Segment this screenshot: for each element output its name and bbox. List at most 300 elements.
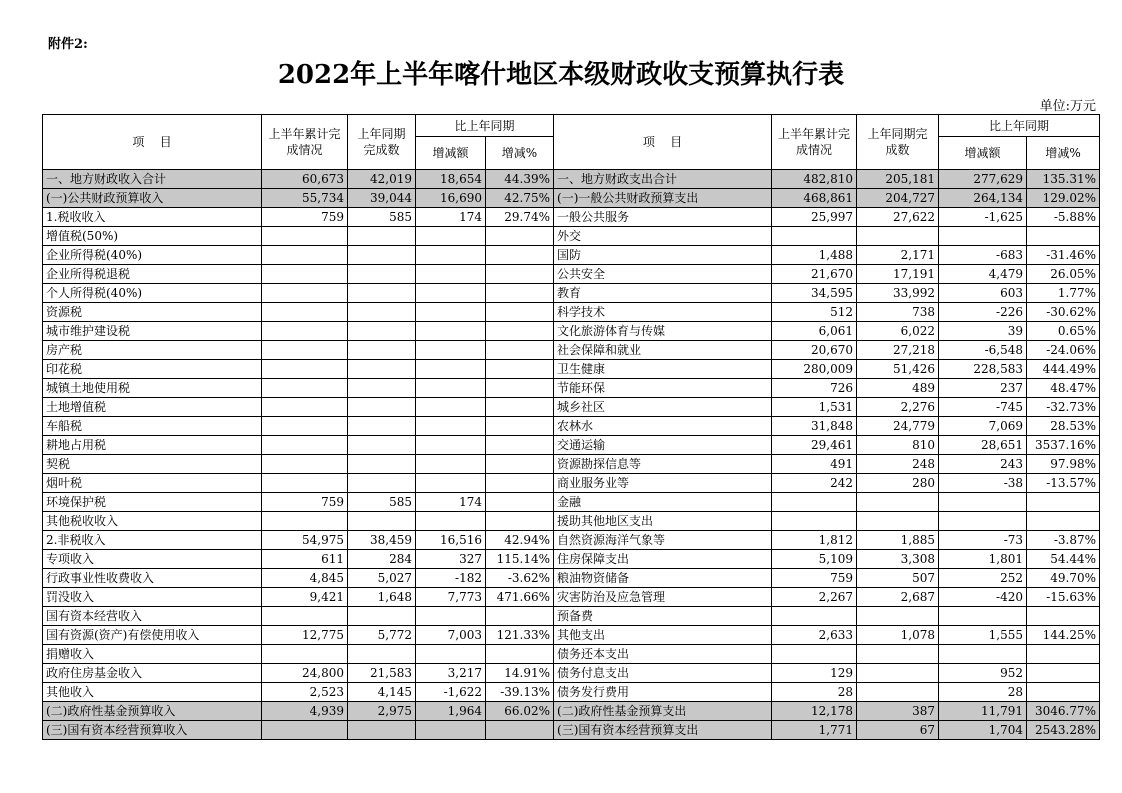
expense-item-cell: 教育 — [554, 284, 772, 303]
expense-ytd-cell: 242 — [772, 474, 857, 493]
header-inc-pct-right: 增减% — [1027, 137, 1100, 170]
header-ytd-left: 上半年累计完成情况 — [262, 115, 348, 170]
income-ytd-cell — [262, 322, 348, 341]
income-inc-amt-cell — [416, 284, 486, 303]
income-ytd-cell — [262, 721, 348, 740]
expense-inc-pct-cell — [1027, 607, 1100, 626]
expense-prior-cell: 248 — [857, 455, 939, 474]
income-inc-pct-cell — [486, 379, 554, 398]
expense-inc-pct-cell: 129.02% — [1027, 189, 1100, 208]
table-row — [43, 284, 1100, 303]
table-row — [43, 398, 1100, 417]
income-item-cell: 行政事业性收费收入 — [43, 569, 262, 588]
expense-inc-pct-cell — [1027, 512, 1100, 531]
expense-prior-cell: 489 — [857, 379, 939, 398]
income-inc-pct-cell — [486, 246, 554, 265]
expense-item-cell: 援助其他地区支出 — [554, 512, 772, 531]
income-item-cell: 烟叶税 — [43, 474, 262, 493]
income-inc-amt-cell: -1,622 — [416, 683, 486, 702]
income-prior-cell: 5,027 — [348, 569, 416, 588]
income-ytd-cell — [262, 360, 348, 379]
expense-inc-pct-cell — [1027, 227, 1100, 246]
table-row — [43, 227, 1100, 246]
income-inc-pct-cell: -39.13% — [486, 683, 554, 702]
income-inc-amt-cell — [416, 227, 486, 246]
expense-prior-cell: 27,622 — [857, 208, 939, 227]
expense-item-cell: 资源勘探信息等 — [554, 455, 772, 474]
income-item-cell: 国有资本经营收入 — [43, 607, 262, 626]
expense-item-cell: 一般公共服务 — [554, 208, 772, 227]
income-ytd-cell: 611 — [262, 550, 348, 569]
expense-inc-amt-cell: 4,479 — [939, 265, 1027, 284]
income-prior-cell — [348, 379, 416, 398]
income-ytd-cell — [262, 436, 348, 455]
income-inc-amt-cell — [416, 379, 486, 398]
income-inc-amt-cell — [416, 341, 486, 360]
income-ytd-cell — [262, 227, 348, 246]
table-row — [43, 303, 1100, 322]
table-row — [43, 626, 1100, 645]
header-item-right: 项 目 — [554, 115, 772, 170]
expense-prior-cell — [857, 645, 939, 664]
expense-inc-pct-cell: 135.31% — [1027, 170, 1100, 189]
expense-item-cell: 节能环保 — [554, 379, 772, 398]
income-inc-pct-cell — [486, 417, 554, 436]
expense-item-cell: 社会保障和就业 — [554, 341, 772, 360]
table-row — [43, 512, 1100, 531]
header-compare-left: 比上年同期 — [416, 115, 554, 137]
income-inc-amt-cell: 7,003 — [416, 626, 486, 645]
expense-prior-cell — [857, 607, 939, 626]
income-item-cell: 政府住房基金收入 — [43, 664, 262, 683]
income-inc-pct-cell: 121.33% — [486, 626, 554, 645]
expense-inc-amt-cell: 1,704 — [939, 721, 1027, 740]
expense-prior-cell: 17,191 — [857, 265, 939, 284]
income-ytd-cell: 60,673 — [262, 170, 348, 189]
expense-inc-pct-cell — [1027, 664, 1100, 683]
expense-prior-cell: 2,171 — [857, 246, 939, 265]
header-inc-amt-left: 增减额 — [416, 137, 486, 170]
table-row — [43, 702, 1100, 721]
expense-item-cell: 债务发行费用 — [554, 683, 772, 702]
expense-prior-cell — [857, 493, 939, 512]
expense-ytd-cell: 12,178 — [772, 702, 857, 721]
table-row — [43, 379, 1100, 398]
income-inc-pct-cell — [486, 341, 554, 360]
expense-prior-cell: 27,218 — [857, 341, 939, 360]
expense-item-cell: (三)国有资本经营预算支出 — [554, 721, 772, 740]
income-prior-cell — [348, 265, 416, 284]
expense-prior-cell — [857, 664, 939, 683]
income-inc-pct-cell — [486, 398, 554, 417]
expense-ytd-cell: 20,670 — [772, 341, 857, 360]
expense-inc-amt-cell: -745 — [939, 398, 1027, 417]
income-item-cell: (三)国有资本经营预算收入 — [43, 721, 262, 740]
table-row — [43, 208, 1100, 227]
expense-prior-cell — [857, 683, 939, 702]
income-prior-cell: 585 — [348, 208, 416, 227]
expense-item-cell: 其他支出 — [554, 626, 772, 645]
expense-ytd-cell: 29,461 — [772, 436, 857, 455]
table-row — [43, 664, 1100, 683]
expense-item-cell: 债务付息支出 — [554, 664, 772, 683]
income-inc-pct-cell — [486, 303, 554, 322]
expense-prior-cell: 507 — [857, 569, 939, 588]
income-inc-pct-cell: 66.02% — [486, 702, 554, 721]
table-row — [43, 550, 1100, 569]
expense-inc-amt-cell: 252 — [939, 569, 1027, 588]
expense-inc-amt-cell: 237 — [939, 379, 1027, 398]
header-inc-amt-right: 增减额 — [939, 137, 1027, 170]
income-prior-cell — [348, 227, 416, 246]
income-prior-cell: 2,975 — [348, 702, 416, 721]
income-inc-amt-cell — [416, 417, 486, 436]
income-inc-pct-cell — [486, 455, 554, 474]
table-row — [43, 246, 1100, 265]
income-ytd-cell: 9,421 — [262, 588, 348, 607]
income-inc-pct-cell: 29.74% — [486, 208, 554, 227]
income-item-cell: 契税 — [43, 455, 262, 474]
expense-item-cell: 卫生健康 — [554, 360, 772, 379]
expense-inc-pct-cell: -5.88% — [1027, 208, 1100, 227]
income-ytd-cell: 4,845 — [262, 569, 348, 588]
income-prior-cell — [348, 360, 416, 379]
income-ytd-cell: 55,734 — [262, 189, 348, 208]
expense-item-cell: 城乡社区 — [554, 398, 772, 417]
expense-prior-cell: 810 — [857, 436, 939, 455]
income-inc-amt-cell: 18,654 — [416, 170, 486, 189]
expense-inc-pct-cell: 97.98% — [1027, 455, 1100, 474]
header-compare-right: 比上年同期 — [939, 115, 1100, 137]
header-ytd-right: 上半年累计完成情况 — [772, 115, 857, 170]
header-prior-right: 上年同期完成数 — [857, 115, 939, 170]
income-inc-pct-cell — [486, 265, 554, 284]
income-inc-pct-cell: 42.75% — [486, 189, 554, 208]
expense-prior-cell: 24,779 — [857, 417, 939, 436]
table-row — [43, 493, 1100, 512]
expense-prior-cell: 738 — [857, 303, 939, 322]
expense-inc-pct-cell: 48.47% — [1027, 379, 1100, 398]
expense-inc-amt-cell: -683 — [939, 246, 1027, 265]
expense-ytd-cell: 25,997 — [772, 208, 857, 227]
expense-ytd-cell: 512 — [772, 303, 857, 322]
income-ytd-cell — [262, 607, 348, 626]
expense-prior-cell: 1,885 — [857, 531, 939, 550]
income-prior-cell: 5,772 — [348, 626, 416, 645]
expense-item-cell: 公共安全 — [554, 265, 772, 284]
income-item-cell: 车船税 — [43, 417, 262, 436]
income-inc-pct-cell: 471.66% — [486, 588, 554, 607]
header-prior-left: 上年同期完成数 — [348, 115, 416, 170]
income-prior-cell: 39,044 — [348, 189, 416, 208]
expense-inc-amt-cell: 603 — [939, 284, 1027, 303]
expense-item-cell: 外交 — [554, 227, 772, 246]
income-item-cell: (一)公共财政预算收入 — [43, 189, 262, 208]
expense-prior-cell: 51,426 — [857, 360, 939, 379]
expense-ytd-cell: 1,812 — [772, 531, 857, 550]
expense-inc-amt-cell — [939, 493, 1027, 512]
income-prior-cell: 585 — [348, 493, 416, 512]
income-inc-amt-cell — [416, 303, 486, 322]
expense-inc-pct-cell: -15.63% — [1027, 588, 1100, 607]
income-prior-cell — [348, 645, 416, 664]
income-ytd-cell — [262, 246, 348, 265]
expense-inc-amt-cell: 28 — [939, 683, 1027, 702]
income-inc-amt-cell — [416, 436, 486, 455]
expense-ytd-cell — [772, 493, 857, 512]
income-inc-amt-cell — [416, 265, 486, 284]
table-row — [43, 721, 1100, 740]
income-inc-pct-cell: -3.62% — [486, 569, 554, 588]
expense-item-cell: 交通运输 — [554, 436, 772, 455]
expense-inc-pct-cell: 0.65% — [1027, 322, 1100, 341]
expense-inc-pct-cell: -3.87% — [1027, 531, 1100, 550]
income-inc-amt-cell — [416, 246, 486, 265]
income-item-cell: 捐赠收入 — [43, 645, 262, 664]
table-body — [43, 170, 1100, 740]
income-ytd-cell — [262, 303, 348, 322]
table-row — [43, 170, 1100, 189]
table-row — [43, 474, 1100, 493]
expense-item-cell: 科学技术 — [554, 303, 772, 322]
income-inc-pct-cell: 42.94% — [486, 531, 554, 550]
income-inc-amt-cell — [416, 607, 486, 626]
expense-prior-cell: 2,276 — [857, 398, 939, 417]
expense-prior-cell: 3,308 — [857, 550, 939, 569]
expense-inc-pct-cell: 54.44% — [1027, 550, 1100, 569]
expense-inc-amt-cell: -6,548 — [939, 341, 1027, 360]
expense-inc-pct-cell — [1027, 683, 1100, 702]
expense-prior-cell: 205,181 — [857, 170, 939, 189]
expense-item-cell: 文化旅游体育与传媒 — [554, 322, 772, 341]
expense-ytd-cell: 5,109 — [772, 550, 857, 569]
expense-ytd-cell: 21,670 — [772, 265, 857, 284]
expense-ytd-cell: 726 — [772, 379, 857, 398]
expense-ytd-cell: 482,810 — [772, 170, 857, 189]
expense-ytd-cell: 28 — [772, 683, 857, 702]
income-inc-pct-cell: 14.91% — [486, 664, 554, 683]
expense-ytd-cell — [772, 227, 857, 246]
income-inc-pct-cell — [486, 436, 554, 455]
income-inc-amt-cell: -182 — [416, 569, 486, 588]
income-item-cell: 土地增值税 — [43, 398, 262, 417]
table-row — [43, 265, 1100, 284]
income-item-cell: 1.税收收入 — [43, 208, 262, 227]
income-ytd-cell: 4,939 — [262, 702, 348, 721]
expense-ytd-cell: 491 — [772, 455, 857, 474]
income-ytd-cell — [262, 474, 348, 493]
income-item-cell: 城市维护建设税 — [43, 322, 262, 341]
income-inc-pct-cell — [486, 607, 554, 626]
expense-inc-pct-cell: 144.25% — [1027, 626, 1100, 645]
expense-ytd-cell: 6,061 — [772, 322, 857, 341]
expense-item-cell: (一)一般公共财政预算支出 — [554, 189, 772, 208]
income-inc-pct-cell — [486, 645, 554, 664]
income-item-cell: 环境保护税 — [43, 493, 262, 512]
expense-inc-amt-cell: -73 — [939, 531, 1027, 550]
expense-inc-amt-cell: 39 — [939, 322, 1027, 341]
income-inc-amt-cell: 174 — [416, 208, 486, 227]
expense-item-cell: 商业服务业等 — [554, 474, 772, 493]
income-prior-cell: 38,459 — [348, 531, 416, 550]
expense-inc-amt-cell — [939, 227, 1027, 246]
table-row — [43, 569, 1100, 588]
expense-ytd-cell — [772, 607, 857, 626]
table-row — [43, 455, 1100, 474]
expense-inc-amt-cell — [939, 645, 1027, 664]
expense-inc-pct-cell: 49.70% — [1027, 569, 1100, 588]
income-inc-pct-cell — [486, 284, 554, 303]
income-item-cell: 专项收入 — [43, 550, 262, 569]
income-prior-cell — [348, 341, 416, 360]
income-ytd-cell — [262, 265, 348, 284]
income-item-cell: 国有资源(资产)有偿使用收入 — [43, 626, 262, 645]
income-prior-cell — [348, 417, 416, 436]
expense-item-cell: 粮油物资储备 — [554, 569, 772, 588]
expense-ytd-cell: 759 — [772, 569, 857, 588]
expense-inc-amt-cell: 277,629 — [939, 170, 1027, 189]
income-item-cell: 2.非税收入 — [43, 531, 262, 550]
expense-prior-cell: 204,727 — [857, 189, 939, 208]
income-inc-amt-cell: 16,690 — [416, 189, 486, 208]
income-item-cell: 其他收入 — [43, 683, 262, 702]
income-ytd-cell — [262, 341, 348, 360]
expense-inc-amt-cell: 28,651 — [939, 436, 1027, 455]
expense-inc-amt-cell: 7,069 — [939, 417, 1027, 436]
expense-prior-cell: 387 — [857, 702, 939, 721]
expense-inc-pct-cell: -32.73% — [1027, 398, 1100, 417]
income-inc-amt-cell: 174 — [416, 493, 486, 512]
expense-item-cell: (二)政府性基金预算支出 — [554, 702, 772, 721]
table-row — [43, 531, 1100, 550]
expense-ytd-cell: 129 — [772, 664, 857, 683]
expense-item-cell: 农林水 — [554, 417, 772, 436]
income-inc-amt-cell — [416, 721, 486, 740]
expense-inc-pct-cell: -13.57% — [1027, 474, 1100, 493]
expense-inc-pct-cell: 3046.77% — [1027, 702, 1100, 721]
expense-inc-amt-cell: 1,801 — [939, 550, 1027, 569]
table-row — [43, 360, 1100, 379]
income-ytd-cell: 12,775 — [262, 626, 348, 645]
expense-inc-pct-cell: 28.53% — [1027, 417, 1100, 436]
income-inc-amt-cell: 1,964 — [416, 702, 486, 721]
income-item-cell: 房产税 — [43, 341, 262, 360]
expense-inc-amt-cell: 952 — [939, 664, 1027, 683]
expense-inc-amt-cell — [939, 607, 1027, 626]
expense-prior-cell: 33,992 — [857, 284, 939, 303]
income-prior-cell — [348, 721, 416, 740]
unit-label: 单位:万元 — [1039, 99, 1096, 114]
expense-inc-pct-cell: -24.06% — [1027, 341, 1100, 360]
income-item-cell: 耕地占用税 — [43, 436, 262, 455]
expense-inc-amt-cell: -1,625 — [939, 208, 1027, 227]
income-prior-cell — [348, 322, 416, 341]
income-prior-cell — [348, 436, 416, 455]
expense-inc-pct-cell: 444.49% — [1027, 360, 1100, 379]
income-prior-cell — [348, 474, 416, 493]
table-row — [43, 436, 1100, 455]
table-row — [43, 588, 1100, 607]
income-item-cell: 城镇土地使用税 — [43, 379, 262, 398]
income-item-cell: 其他税收收入 — [43, 512, 262, 531]
income-ytd-cell — [262, 284, 348, 303]
income-item-cell: 印花税 — [43, 360, 262, 379]
income-prior-cell — [348, 284, 416, 303]
income-item-cell: 资源税 — [43, 303, 262, 322]
income-ytd-cell — [262, 512, 348, 531]
income-inc-pct-cell — [486, 227, 554, 246]
expense-inc-pct-cell: -30.62% — [1027, 303, 1100, 322]
expense-inc-amt-cell: 243 — [939, 455, 1027, 474]
page-title: 2022年上半年喀什地区本级财政收支预算执行表 — [277, 60, 845, 90]
expense-prior-cell: 2,687 — [857, 588, 939, 607]
income-ytd-cell: 759 — [262, 208, 348, 227]
expense-inc-pct-cell: 1.77% — [1027, 284, 1100, 303]
expense-item-cell: 债务还本支出 — [554, 645, 772, 664]
expense-item-cell: 住房保障支出 — [554, 550, 772, 569]
income-inc-amt-cell — [416, 512, 486, 531]
income-prior-cell: 284 — [348, 550, 416, 569]
expense-inc-amt-cell: 1,555 — [939, 626, 1027, 645]
expense-prior-cell: 280 — [857, 474, 939, 493]
income-item-cell: 企业所得税(40%) — [43, 246, 262, 265]
table-row — [43, 607, 1100, 626]
income-inc-pct-cell — [486, 474, 554, 493]
expense-inc-amt-cell: 264,134 — [939, 189, 1027, 208]
expense-ytd-cell: 1,531 — [772, 398, 857, 417]
expense-prior-cell: 1,078 — [857, 626, 939, 645]
income-inc-pct-cell — [486, 322, 554, 341]
income-ytd-cell — [262, 455, 348, 474]
expense-ytd-cell: 34,595 — [772, 284, 857, 303]
income-inc-amt-cell — [416, 322, 486, 341]
expense-inc-amt-cell: -420 — [939, 588, 1027, 607]
expense-prior-cell: 6,022 — [857, 322, 939, 341]
expense-ytd-cell: 1,488 — [772, 246, 857, 265]
income-item-cell: 企业所得税退税 — [43, 265, 262, 284]
expense-item-cell: 国防 — [554, 246, 772, 265]
expense-ytd-cell: 31,848 — [772, 417, 857, 436]
expense-item-cell: 预备费 — [554, 607, 772, 626]
income-prior-cell — [348, 607, 416, 626]
income-inc-amt-cell — [416, 360, 486, 379]
income-prior-cell: 4,145 — [348, 683, 416, 702]
income-prior-cell — [348, 455, 416, 474]
table-row — [43, 322, 1100, 341]
table-row — [43, 683, 1100, 702]
expense-ytd-cell: 468,861 — [772, 189, 857, 208]
attachment-label: 附件2: — [48, 37, 88, 52]
expense-item-cell: 金融 — [554, 493, 772, 512]
income-ytd-cell: 759 — [262, 493, 348, 512]
table-row — [43, 189, 1100, 208]
income-ytd-cell: 54,975 — [262, 531, 348, 550]
header-row-1 — [43, 115, 1100, 137]
expense-inc-pct-cell: -31.46% — [1027, 246, 1100, 265]
income-inc-amt-cell — [416, 455, 486, 474]
expense-inc-amt-cell — [939, 512, 1027, 531]
income-inc-amt-cell: 3,217 — [416, 664, 486, 683]
expense-ytd-cell: 2,633 — [772, 626, 857, 645]
income-inc-amt-cell — [416, 474, 486, 493]
expense-ytd-cell — [772, 645, 857, 664]
income-prior-cell: 1,648 — [348, 588, 416, 607]
income-inc-amt-cell: 327 — [416, 550, 486, 569]
expense-inc-amt-cell: -226 — [939, 303, 1027, 322]
expense-inc-amt-cell: -38 — [939, 474, 1027, 493]
expense-ytd-cell — [772, 512, 857, 531]
income-ytd-cell: 24,800 — [262, 664, 348, 683]
